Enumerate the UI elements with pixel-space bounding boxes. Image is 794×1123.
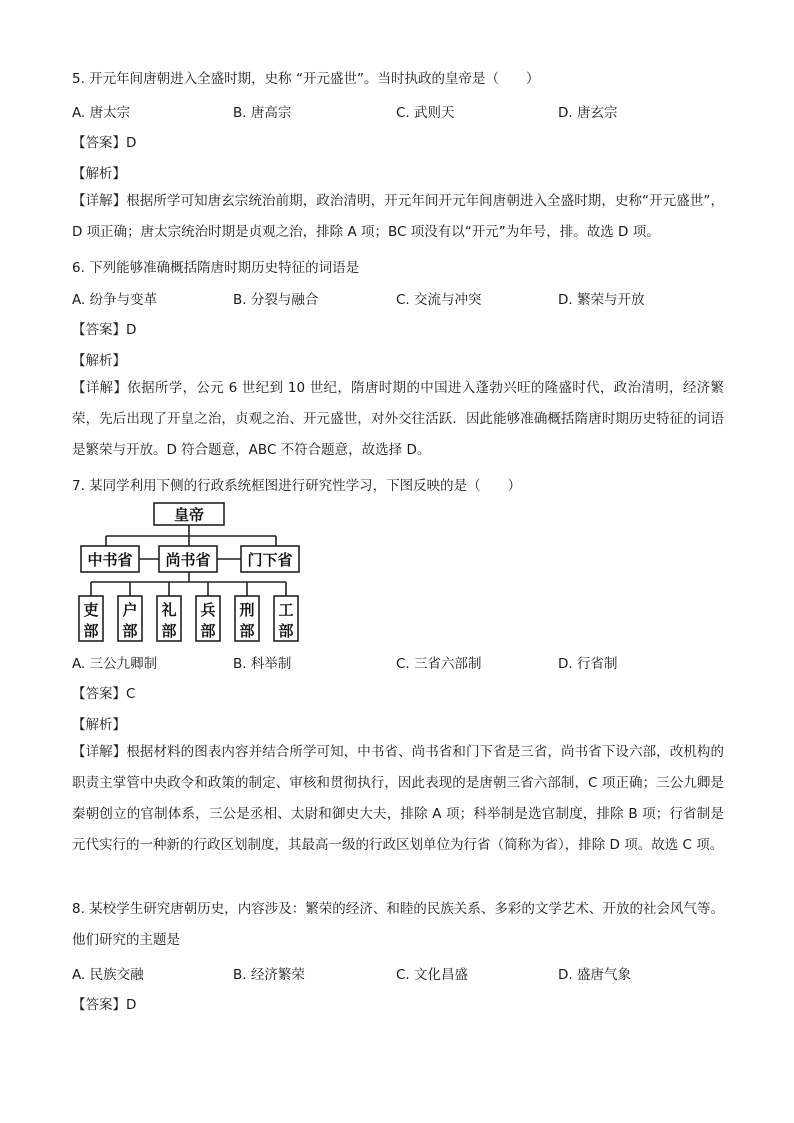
label-xing-bu-1: 刑 [239, 601, 255, 619]
q7-answer: 【答案】C [72, 686, 136, 702]
label-li-bu-1: 吏 [83, 601, 99, 619]
q7-option-d: D. 行省制 [558, 656, 618, 672]
admin-system-diagram [76, 500, 306, 645]
label-emperor: 皇帝 [173, 506, 205, 524]
q6-detail: 【详解】依据所学，公元 6 世纪到 10 世纪，隋唐时期的中国进入蓬勃兴旺的隆盛时代，政治清明，经济繁荣，先后出现了开皇之治，贞观之治、开元盛世，对外交往活跃．因此能够准确概括隋唐时期历史特征的词语是繁荣与开放。D 符合题意，ABC 不符合题意，故选择 D。 [72, 380, 724, 458]
q5-option-b: B. 唐高宗 [233, 105, 292, 121]
q6-option-a: A. 纷争与变革 [72, 292, 158, 308]
q5-answer: 【答案】D [72, 135, 137, 151]
label-li-rites-2: 部 [161, 622, 177, 640]
label-bing-bu-2: 部 [200, 622, 216, 640]
q8-option-a: A. 民族交融 [72, 967, 144, 983]
question-7: 7. 某同学利用下侧的行政系统框图进行研究性学习，下图反映的是（ ） [72, 478, 522, 494]
label-li-rites-1: 礼 [161, 601, 177, 619]
q8-option-b: B. 经济繁荣 [233, 967, 305, 983]
label-menxia: 门下省 [247, 551, 293, 569]
q6-answer: 【答案】D [72, 322, 137, 338]
question-5: 5. 开元年间唐朝进入全盛时期，史称 “开元盛世”。当时执政的皇帝是（ ） [72, 71, 540, 87]
label-gong-bu-2: 部 [278, 622, 294, 640]
q6-option-b: B. 分裂与融合 [233, 292, 319, 308]
label-xing-bu-2: 部 [239, 622, 255, 640]
q5-option-c: C. 武则天 [396, 105, 455, 121]
label-li-bu-2: 部 [83, 622, 99, 640]
label-bing-bu-1: 兵 [200, 601, 216, 619]
label-zhongshu: 中书省 [87, 551, 133, 569]
q6-option-d: D. 繁荣与开放 [558, 292, 645, 308]
q7-detail: 【详解】根据材料的图表内容并结合所学可知，中书省、尚书省和门下省是三省，尚书省下设六部，改机构的职责主掌管中央政令和政策的制定、审核和贯彻执行，因此表现的是唐朝三省六部制，C 项正确；三公九卿是秦朝创立的官制体系，三公是丞相、太尉和御史大夫，排除 A 项；科举制是选官制度，排除 B 项；行省制是元代实行的一种新的行政区划制度，其最高一级的行政区划单位为行省（简称为省），排除 D 项。故选 C 项。 [72, 744, 724, 853]
q8-answer: 【答案】D [72, 997, 137, 1013]
q5-detail: 【详解】根据所学可知唐玄宗统治前期，政治清明，开元年间开元年间唐朝进入全盛时期，史称“开元盛世”，D 项正确；唐太宗统治时期是贞观之治，排除 A 项；BC 项没有以“开元”为年号，排。故选 D 项。 [72, 193, 724, 240]
question-6: 6. 下列能够准确概括隋唐时期历史特征的词语是 [72, 260, 360, 276]
q5-option-a: A. 唐太宗 [72, 105, 131, 121]
q7-option-b: B. 科举制 [233, 656, 292, 672]
question-8: 8. 某校学生研究唐朝历史，内容涉及：繁荣的经济、和睦的民族关系、多彩的文学艺术、开放的社会风气等。他们研究的主题是 [72, 901, 724, 948]
q7-option-a: A. 三公九卿制 [72, 656, 158, 672]
label-shangshu: 尚书省 [165, 551, 211, 569]
label-hu-bu-1: 户 [122, 601, 138, 619]
q6-option-c: C. 交流与冲突 [396, 292, 482, 308]
label-hu-bu-2: 部 [122, 622, 138, 640]
q6-analysis-label: 【解析】 [72, 353, 126, 369]
label-gong-bu-1: 工 [278, 601, 294, 619]
q7-analysis-label: 【解析】 [72, 717, 126, 733]
q5-option-d: D. 唐玄宗 [558, 105, 618, 121]
q5-analysis-label: 【解析】 [72, 166, 126, 182]
q8-option-d: D. 盛唐气象 [558, 967, 631, 983]
q8-option-c: C. 文化昌盛 [396, 967, 469, 983]
q7-option-c: C. 三省六部制 [396, 656, 482, 672]
